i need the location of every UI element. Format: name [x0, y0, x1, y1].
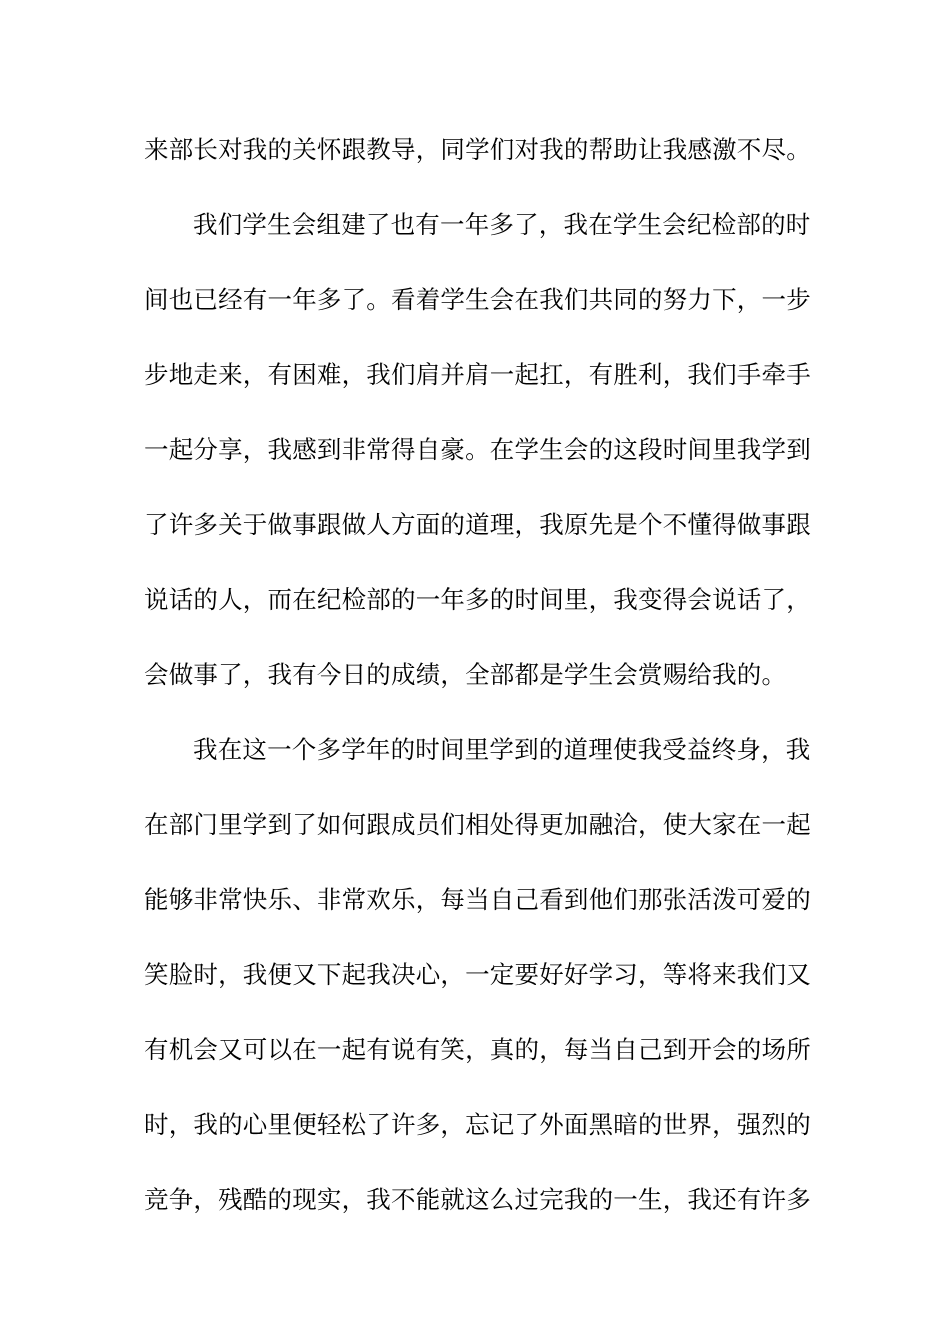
- paragraph-start-line: 我们学生会组建了也有一年多了，我在学生会纪检部的时: [193, 210, 811, 239]
- text-line: 有机会又可以在一起有说有笑，真的，每当自己到开会的场所: [144, 1035, 811, 1064]
- text-line: 时，我的心里便轻松了许多，忘记了外面黑暗的世界，强烈的: [144, 1110, 811, 1139]
- text-line: 了许多关于做事跟做人方面的道理，我原先是个不懂得做事跟: [144, 510, 811, 539]
- text-line: 笑脸时，我便又下起我决心，一定要好好学习，等将来我们又: [144, 960, 811, 989]
- text-line: 会做事了，我有今日的成绩，全部都是学生会赏赐给我的。: [144, 660, 787, 689]
- text-line: 一起分享，我感到非常得自豪。在学生会的这段时间里我学到: [144, 435, 811, 464]
- text-line: 间也已经有一年多了。看着学生会在我们共同的努力下，一步: [144, 285, 811, 314]
- text-line: 竞争，残酷的现实，我不能就这么过完我的一生，我还有许多: [144, 1185, 811, 1214]
- text-line: 步地走来，有困难，我们肩并肩一起扛，有胜利，我们手牵手: [144, 360, 811, 389]
- text-line: 说话的人，而在纪检部的一年多的时间里，我变得会说话了，: [144, 585, 811, 614]
- text-line: 在部门里学到了如何跟成员们相处得更加融洽，使大家在一起: [144, 810, 811, 839]
- text-line: 能够非常快乐、非常欢乐，每当自己看到他们那张活泼可爱的: [144, 885, 811, 914]
- document-body: [144, 129, 824, 1254]
- paragraph-start-line: 我在这一个多学年的时间里学到的道理使我受益终身，我: [193, 735, 811, 764]
- text-line: 来部长对我的关怀跟教导，同学们对我的帮助让我感激不尽。: [144, 135, 811, 164]
